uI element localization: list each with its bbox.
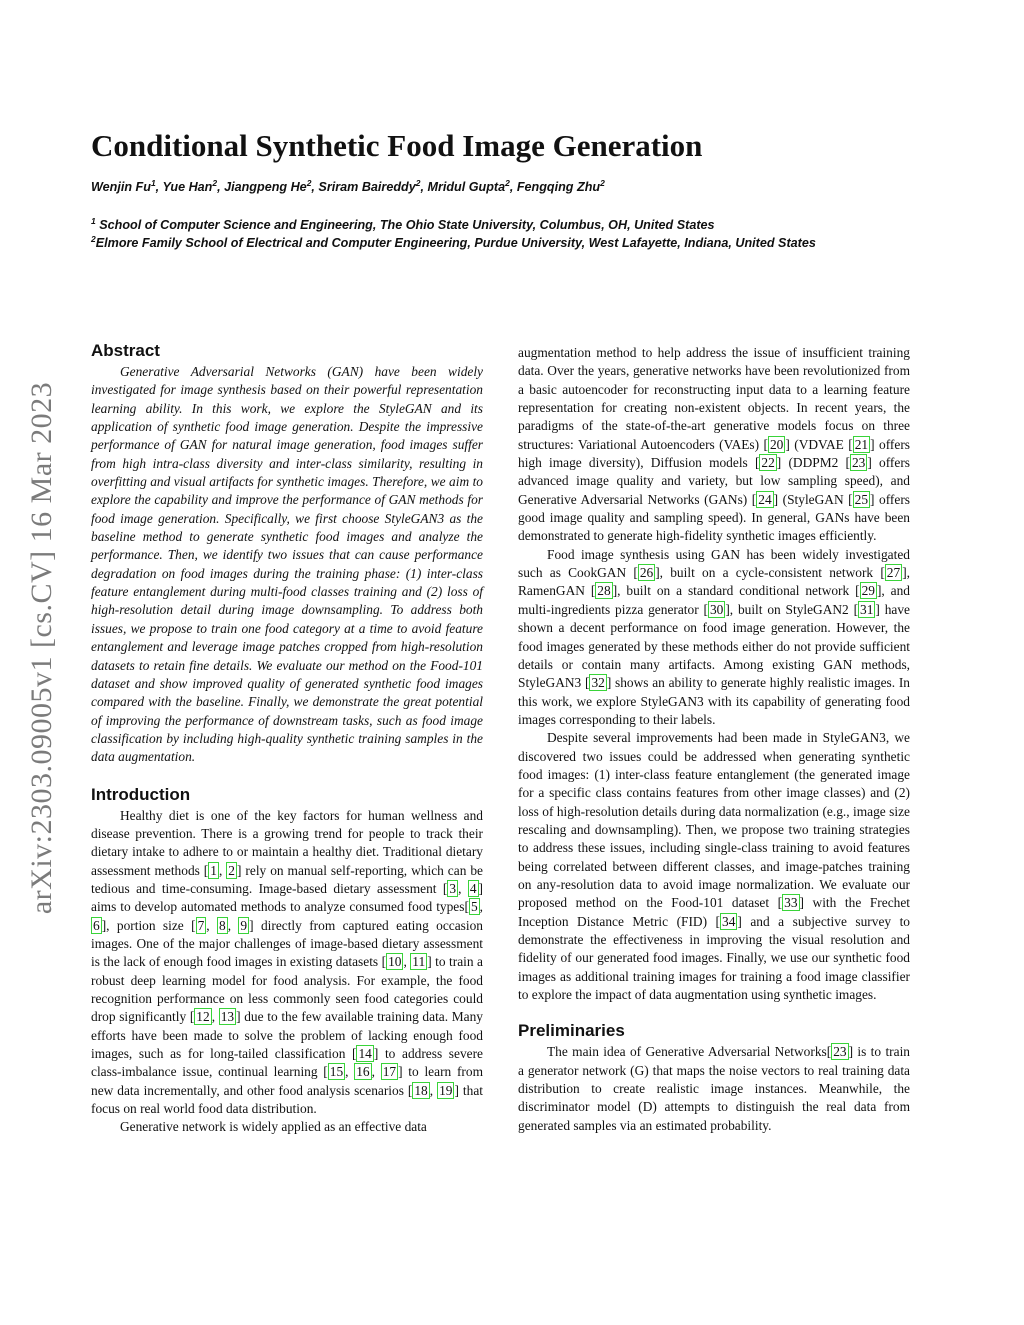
citation-link[interactable]: 1 [210,862,217,878]
abstract-heading: Abstract [91,341,160,360]
preliminaries-paragraph: The main idea of Generative Adversarial Networks[ 23 ] is to train a generator network (G) that maps the noise vectors to real training data distribution to create realistic image instances. Meanwhile, the discriminator model (D) attempts to distinguish the real data from generated samples via an estimated probability. [518,1044,910,1133]
author-affiliation-marker: 2 [505,178,510,188]
citation-link[interactable]: 12 [196,1009,210,1025]
author-affiliation-marker: 2 [306,178,312,188]
citation-link[interactable]: 28 [597,583,611,599]
affiliation-2-marker: 2 [91,234,96,244]
citation-link[interactable]: 23 [833,1044,847,1060]
citation-link[interactable]: 21 [854,436,869,452]
citation-link[interactable]: 29 [861,583,875,599]
citation-link[interactable]: 10 [388,954,402,970]
preliminaries-heading: Preliminaries [518,1021,625,1041]
citation-link[interactable]: 32 [591,675,605,691]
author-name: Sriram Baireddy [318,180,416,194]
citation-link[interactable]: 13 [220,1009,235,1025]
author-list: Wenjin Fu$^1$, Yue Han$^2$, Jiangpeng He$^2$, Sriram Baireddy$^2$, Mridul Gupta$^2$, Fengqing Zhu$^2$ [91,178,605,194]
citation-link[interactable]: 15 [329,1064,344,1080]
citation-link[interactable]: 22 [761,455,775,471]
intro-paragraph: Healthy diet is one of the key factors for human wellness and disease prevention. There is a growing trend for people to track their dietary intake to adhere to or maintain a healthy diet. Traditional dietary assessment methods [ 1 , 2 ] rely on manual self-reporting, which can be tedious and time-consuming. Image-based dietary assessment [ 3 , 4 ] aims to develop automated methods to analyze consumed food types[ 5 , 6 ], portion size [ 7 , 8 , 9 ] directly from captured eating occasion images. One of the major challenges of image-based dietary assessment is the lack of enough food images in existing datasets [ 10 , 11 ] to train a robust deep learning model for food analysis. For example, the food recognition performance on less commonly seen food categories could drop significantly [ 12 , 13 ] due to the few available training data. Many efforts have been made to solve the problem of lacking enough food images, such as for long-tailed classification [ 14 ] to address severe class-imbalance issue, continual learning [ 15 , 16 , 17 ] to learn from new data incrementally, and other food analysis scenarios [ 18 , 19 ] that focus on real world food data distribution. [91,807,483,1117]
citation-link[interactable]: 7 [197,917,205,933]
citation-link[interactable]: 27 [886,565,901,581]
left-column [91,340,483,1137]
body-paragraph: Despite several improvements had been made in StyleGAN3, we discovered two issues could be addressed when generating synthetic food images: (1) inter-class feature entanglement (the generated image for a specific class contains features from other image classes) and (2) loss of high-resolution details during data normalization (e.g., image size rescaling and downsampling). Then, we propose two training strategies to address these issues, including single-class training to avoid features being correlated between different classes, and image-patches training on any-resolution data to avoid image normalization. We evaluate our proposed method on the Food-101 dataset [ 33 ] with the Frechet Inception Distance Metric (FID) [ 34 ] and a subjective survey to demonstrate the effectiveness in improving the visual resolution and fidelity of our generated food images. Finally, we use our synthetic food images as additional training images for training a food image classifier to explore the impact of data augmentation using synthetic images. [518,730,910,1003]
citation-link[interactable]: 25 [854,491,869,507]
citation-link[interactable]: 3 [449,880,457,896]
paper-title: Conditional Synthetic Food Image Generation [91,128,703,163]
citation-link[interactable]: 26 [639,565,654,581]
citation-link[interactable]: 9 [240,917,248,933]
citation-link[interactable]: 23 [851,455,866,471]
author-affiliation-marker: 2 [212,178,218,188]
citation-link[interactable]: 20 [769,436,784,452]
body-paragraph: Food image synthesis using GAN has been widely investigated such as CookGAN [ 26 ], built on a cycle-consistent network [ 27 ], RamenGAN [ 28 ], built on a standard conditional network [ 29 ], and multi-ingredients pizza generator [ 30 ], built on StyleGAN2 [ 31 ] have shown a decent performance on food image generation. However, the food images generated by these methods either do not provide sufficient details or contain many artifacts. Among existing GAN methods, StyleGAN3 [ 32 ] shows an ability to generate highly realistic images. In this work, we explore StyleGAN3 with its capability of generating food images corresponding to their labels. [518,546,911,727]
author-name: Jiangpeng He [224,180,307,194]
affiliation-2-text: Elmore Family School of Electrical and Computer Engineering, Purdue University, West Lafayette, Indiana, United States [95,236,816,250]
affiliation-1-text: School of Computer Science and Engineering, The Ohio State University, Columbus, OH, United States [95,218,715,232]
affiliation-1 [91,218,715,232]
author-name: Fengqing Zhu [516,180,601,194]
author-name: Mridul Gupta [427,180,506,194]
affiliation-1-marker: 1 [91,216,96,226]
arxiv-identifier: arXiv:2303.09005v1 [cs.CV] 16 Mar 2023 [25,381,58,915]
citation-link[interactable]: 34 [722,913,736,929]
author-affiliation-marker: 2 [600,178,605,188]
author-name: Yue Han [162,180,213,194]
citation-link[interactable]: 19 [439,1082,453,1098]
abstract-text: Generative Adversarial Networks (GAN) have been widely investigated for image synthesis based on their powerful representation learning ability. In this work, we explore the StyleGAN and its application of synthetic food image generation. Despite the impressive performance of GAN for natural image generation, food images suffer from high intra-class diversity and inter-class similarity, resulting in overfitting and visual artifacts for synthetic images. Therefore, we aim to explore the capability and improve the performance of GAN methods for food image generation. Specifically, we first choose StyleGAN3 as the baseline method to generate synthetic food images and analyze the performance. Then, we identify two issues that can cause performance degradation on food images during the training phase: (1) inter-class feature entanglement during multi-food classes training and (2) loss of high-resolution detail during image downsampling. To address both issues, we propose to train one food category at a time to avoid feature entanglement and leverage image patches cropped from high-resolution datasets to retain fine details. We evaluate our method on the Food-101 dataset and show improved quality of generated synthetic food images compared with the baseline. Finally, we demonstrate the great potential of improving the performance of downstream tasks, such as food image classification by including high-quality synthetic training samples in the data augmentation. [91,364,483,765]
citation-link[interactable]: 31 [860,601,874,617]
citation-link[interactable]: 16 [356,1064,370,1080]
citation-link[interactable]: 6 [93,917,100,933]
introduction-heading: Introduction [91,784,191,804]
citation-link[interactable]: 4 [469,880,477,896]
author-name: Wenjin Fu [91,180,151,194]
right-column [518,344,910,1135]
intro-paragraph: Generative network is widely applied as an effective data [120,1119,427,1135]
citation-link[interactable]: 5 [470,899,478,915]
author-affiliation-marker: 2 [415,178,421,188]
affiliation-2 [91,236,816,250]
citation-link[interactable]: 14 [358,1046,372,1062]
citation-link[interactable]: 24 [758,491,772,507]
citation-link[interactable]: 30 [709,601,724,617]
citation-link[interactable]: 8 [219,917,226,933]
citation-link[interactable]: 33 [784,895,798,911]
citation-link[interactable]: 11 [412,954,426,970]
author-affiliation-marker: 1 [150,178,156,188]
citation-link[interactable]: 2 [228,862,235,878]
citation-link[interactable]: 18 [414,1082,428,1098]
citation-link[interactable]: 17 [382,1064,397,1080]
body-paragraph: augmentation method to help address the issue of insufficient training data. Over the years, generative networks have been revolutionized from a basic autoencoder for reconstructing input data to a learning feature representation for creating non-existent objects. In recent years, the paradigms of the state-of-the-art generative models focus on three structures: Variational Autoencoders (VAEs) [ 20 ] (VDVAE [ 21 ] offers high image diversity), Diffusion models [ 22 ] (DDPM2 [ 23 ] offers advanced image quality and variety, but low sampling speed), and Generative Adversarial Networks (GANs) [ 24 ] (StyleGAN [ 25 ] offers good image quality and sampling speed). In general, GANs have been demonstrated to generate high-fidelity synthetic images efficiently. [518,345,911,544]
